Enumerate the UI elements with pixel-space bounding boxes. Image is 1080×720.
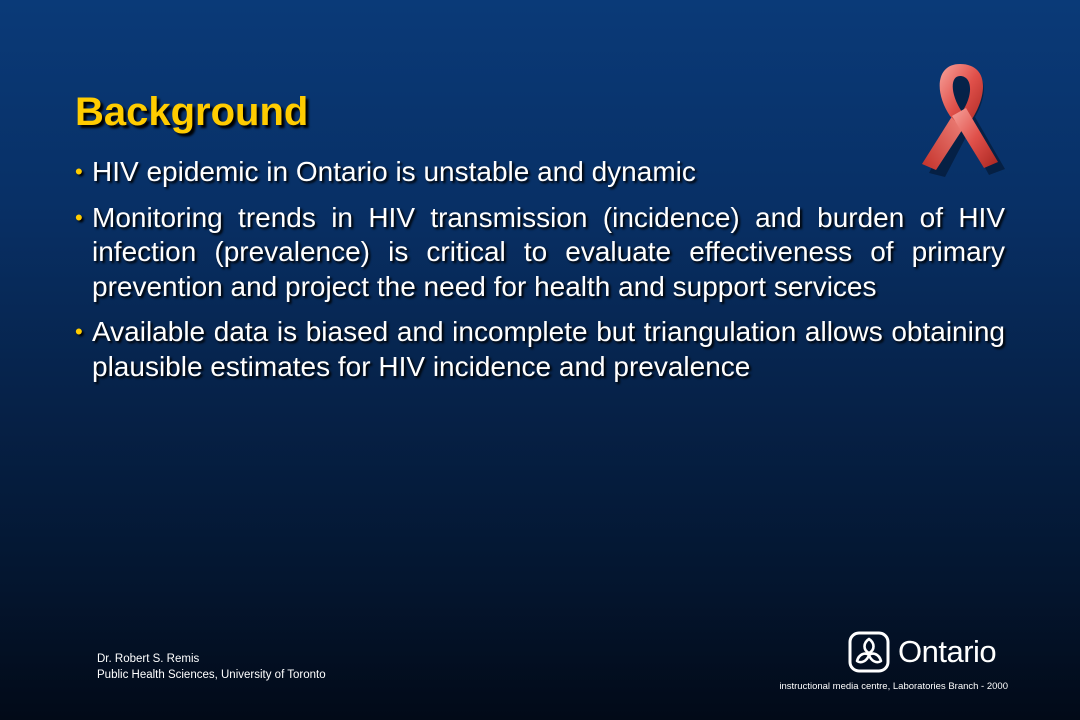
bullet-item: [75, 315, 1005, 384]
bullet-list: [75, 155, 1005, 395]
logo-text: Ontario: [898, 634, 997, 669]
trillium-icon: [848, 631, 890, 673]
production-credit: instructional media centre, Laboratories Branch - 2000: [779, 681, 1008, 692]
presenter-credit: [97, 651, 326, 683]
ontario-logo: [848, 630, 996, 674]
bullet-marker: •: [75, 204, 83, 230]
bullet-marker: •: [75, 319, 83, 344]
bullet-text: HIV epidemic in Ontario is unstable and dynamic: [92, 156, 696, 187]
bullet-text: Available data is biased and incomplete but triangulation allows obtaining plausible estimates for HIV incidence and prevalence: [92, 316, 1005, 382]
bullet-item: [75, 155, 1005, 190]
bullet-item: [75, 201, 1005, 305]
bullet-marker: •: [75, 159, 83, 184]
slide-title: Background: [75, 90, 309, 134]
presenter-affiliation: Public Health Sciences, University of Toronto: [97, 669, 326, 681]
bullet-text: Monitoring trends in HIV transmission (incidence) and burden of HIV infection (prevalence) is critical to evaluate effectiveness of primary prevention and project the need for health and support services: [92, 201, 1005, 302]
presenter-name: Dr. Robert S. Remis: [97, 653, 200, 665]
